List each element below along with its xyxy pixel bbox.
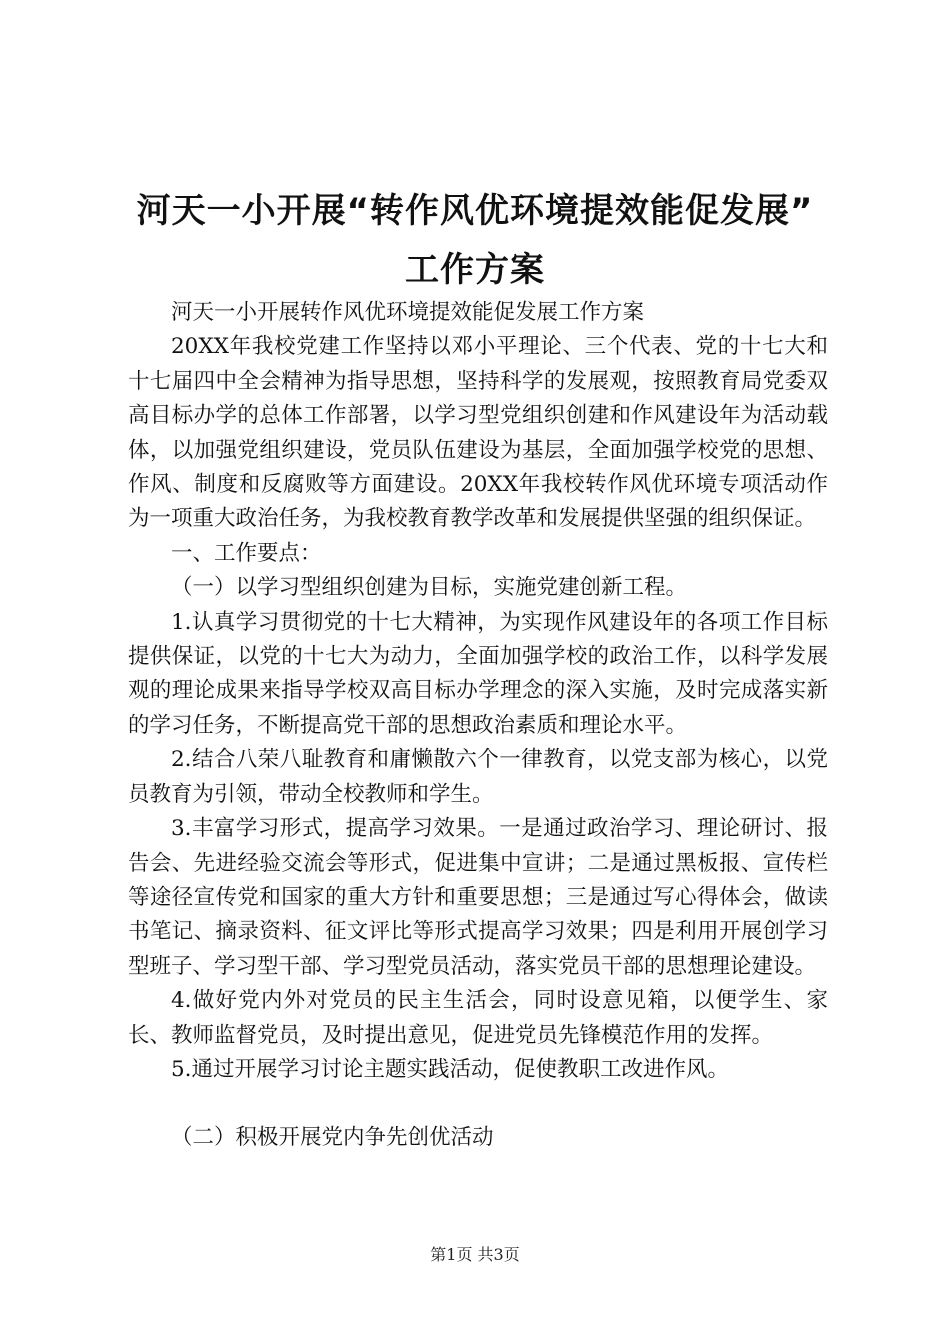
page-number: 第1页 共3页 [430,1245,520,1264]
paragraph-subtitle: 河天一小开展转作风优环境提效能促发展工作方案 [171,300,645,325]
document-body [128,296,828,1156]
section-heading-work-points: 一、工作要点： [171,540,322,566]
subsection-heading-1: （一）以学习型组织创建为目标，实施党建创新工程。 [171,575,688,601]
paragraph-intro: 20XX年我校党建工作坚持以邓小平理论、三个代表、党的十七大和十七届四中全会精神为指导思想，坚持科学的发展观，按照教育局党委双高目标办学的总体工作部署，以学习型党组织创建和作风建设年为活动载体，以加强党组织建设，党员队伍建设为基层，全面加强学校党的思想、作风、制度和反腐败等方面建设。20XX年我校转作风优环境专项活动作为一项重大政治任务，为我校教育教学改革和发展提供坚强的组织保证。 [128,334,828,532]
list-item-4: 4.做好党内外对党员的民主生活会，同时设意见箱，以便学生、家长、教师监督党员，及时提出意见，促进党员先锋模范作用的发挥。 [128,988,828,1048]
subsection-heading-2: （二）积极开展党内争先创优活动 [171,1125,494,1151]
list-item-2: 2.结合八荣八耻教育和庸懒散六个一律教育，以党支部为核心，以党员教育为引领，带动全校教师和学生。 [128,747,828,807]
document-title-line2: 工作方案 [405,250,545,290]
list-item-1: 1.认真学习贯彻党的十七大精神，为实现作风建设年的各项工作目标提供保证，以党的十七大为动力，全面加强学校的政治工作，以科学发展观的理论成果来指导学校双高目标办学理念的深入实施，及时完成落实新的学习任务，不断提高党干部的思想政治素质和理论水平。 [128,609,828,738]
list-item-5: 5.通过开展学习讨论主题实践活动，促使教职工改进作风。 [171,1056,730,1082]
document-title-line1: 河天一小开展“转作风优环境提效能促发展” [136,191,814,231]
list-item-3: 3.丰富学习形式，提高学习效果。一是通过政治学习、理论研讨、报告会、先进经验交流会等形式，促进集中宣讲；二是通过黑板报、宣传栏等途径宣传党和国家的重大方针和重要思想；三是通过写心得体会，做读书笔记、摘录资料、征文评比等形式提高学习效果；四是利用开展创学习型班子、学习型干部、学习型党员活动，落实党员干部的思想理论建设。 [128,816,828,979]
